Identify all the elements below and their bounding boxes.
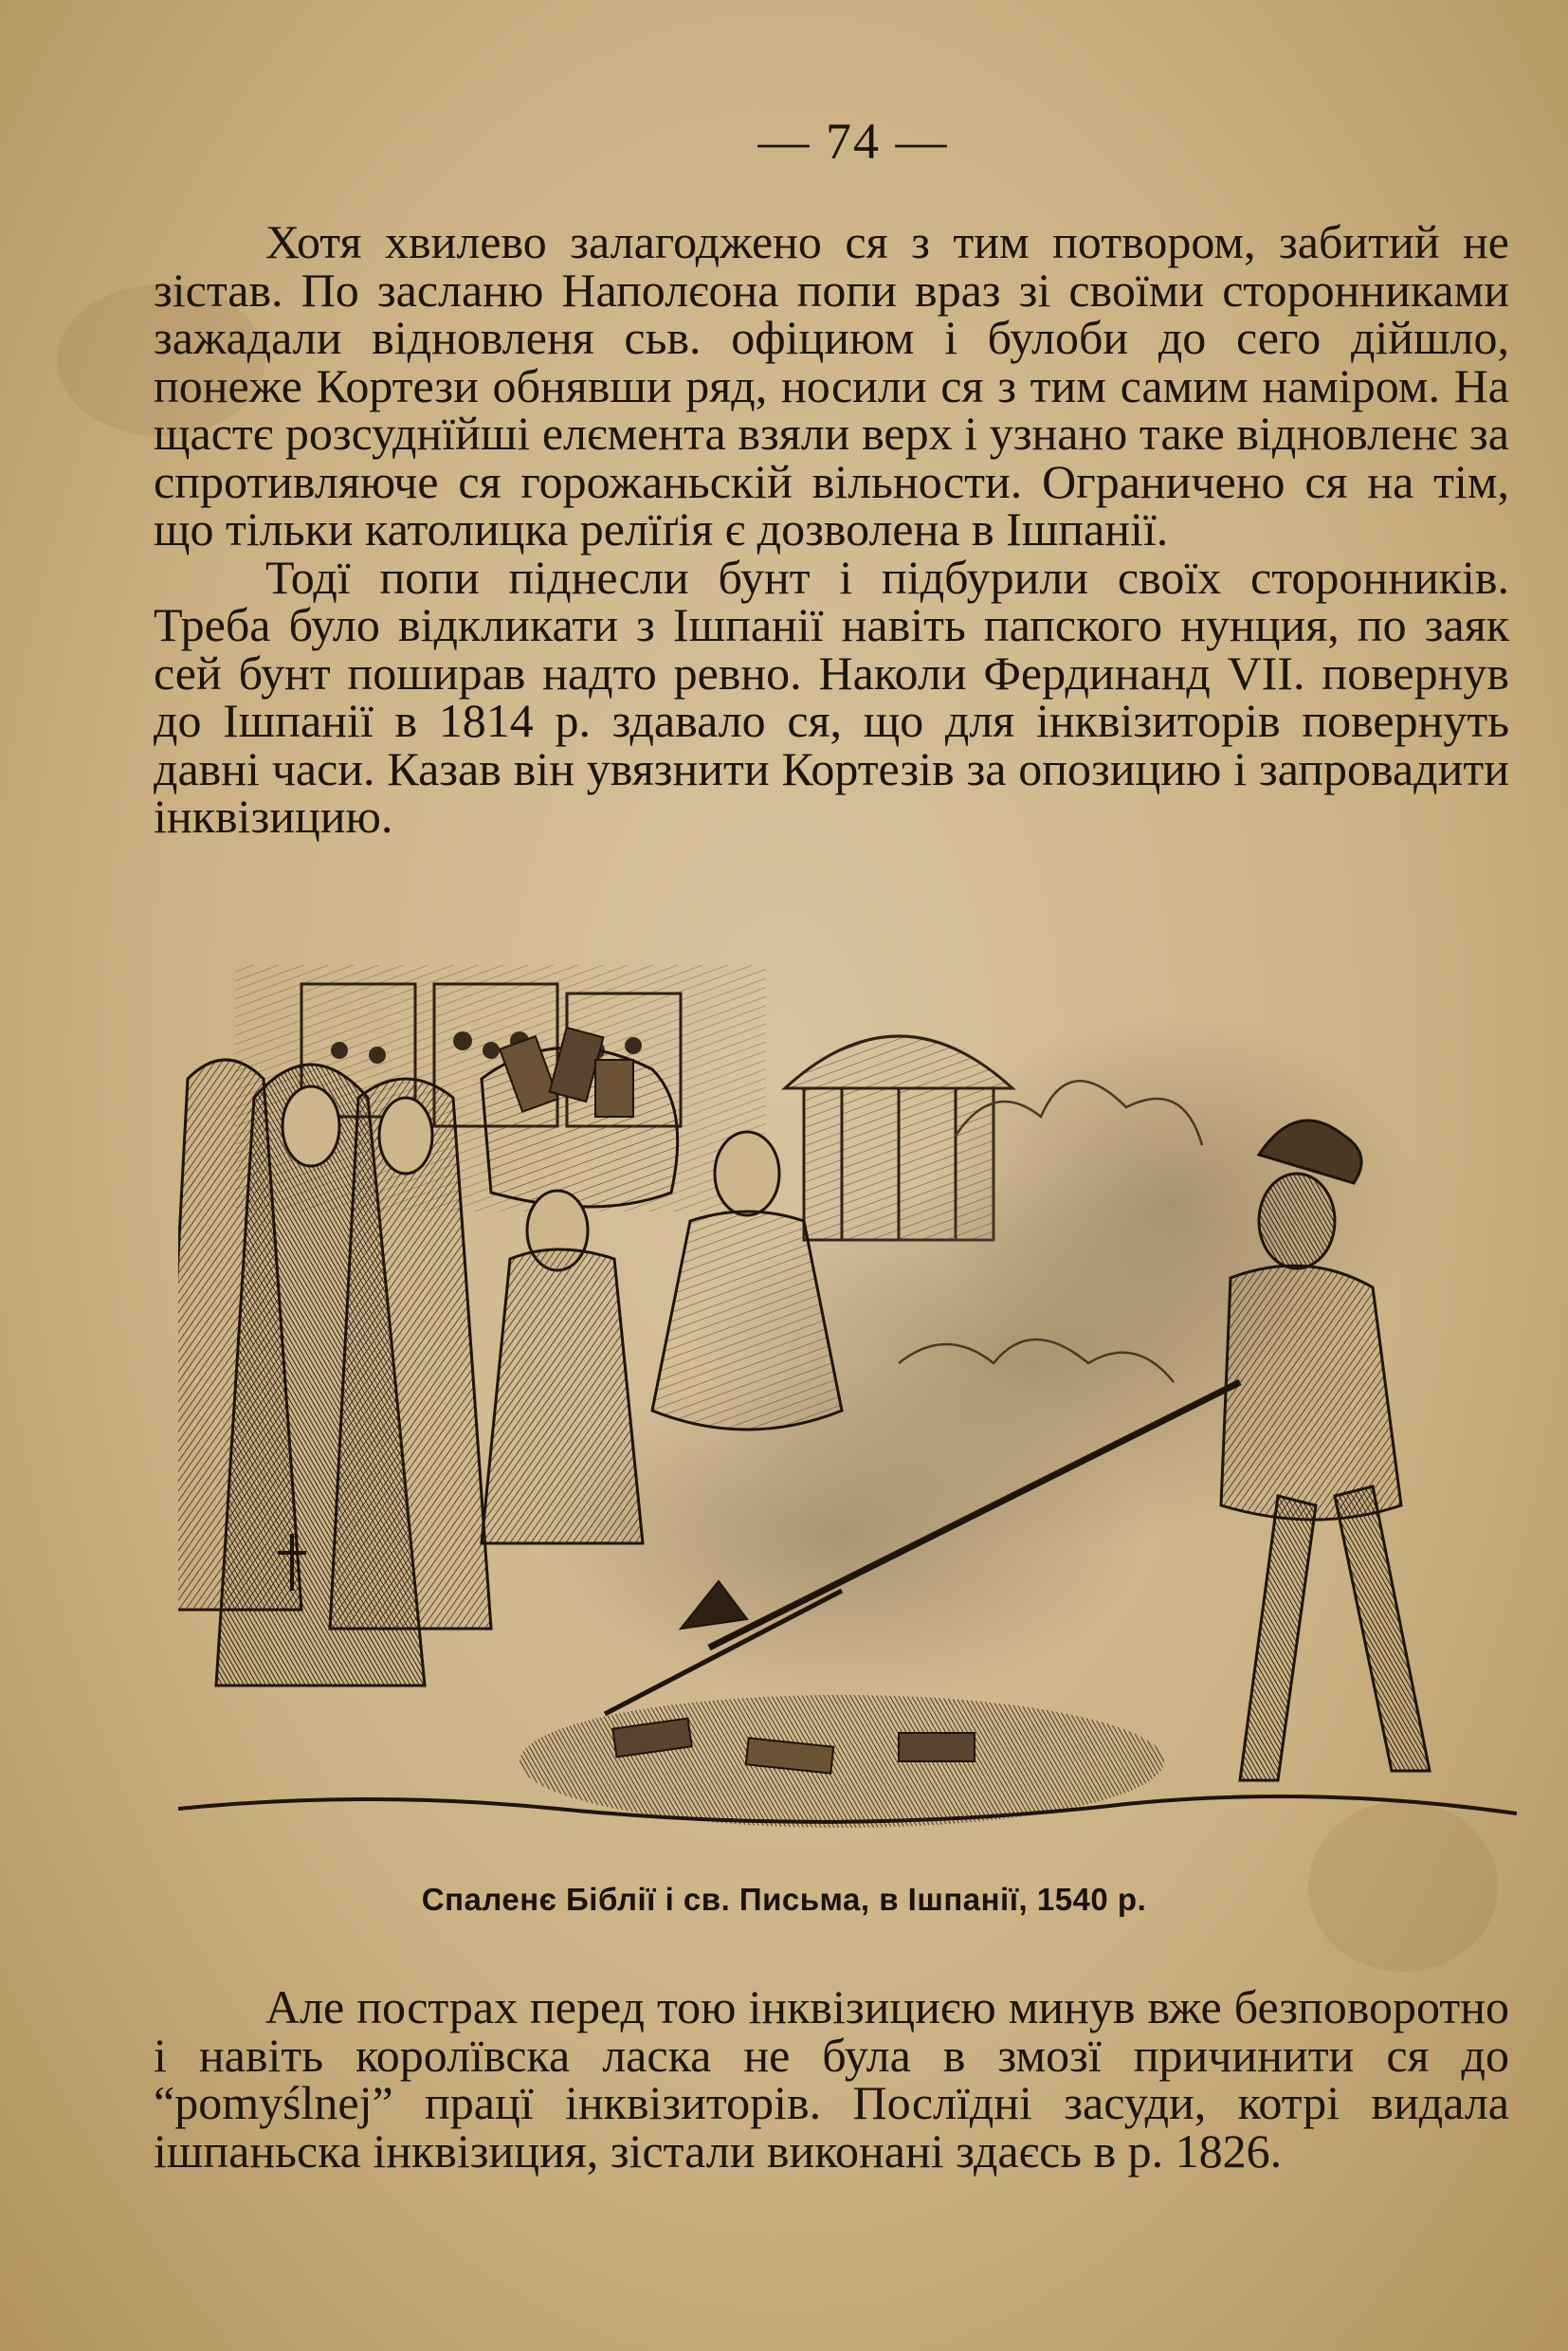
engraving-book-burning-illustration (178, 965, 1517, 1856)
page-number: — 74 — (757, 113, 949, 170)
figure-caption: Спаленє Біблії і св. Письма, в Ішпанії, 1540 р. (421, 1882, 1147, 1917)
paragraph: Хотя хвилево залагоджено ся з тим потвором, забитий не зістав. По засланю Наполєона попи враз зі своїми сторонниками зажадали відновленя сьв. офіциюм і булоби до сего дійшло, понеже Кортези обнявши ряд, носили ся з тим самим наміром. На щастє розсуднїйші елємента взяли верх і узнано таке відновленє за спротивляюче ся горожаньскій вільности. Ограничено ся на тім, що тільки католицка релїґія є дозволена в Ішпанії. (154, 215, 1509, 556)
paragraph: Але пострах перед тою інквізициєю минув вже безповоротно і навіть королївска ласка не була в змозї причинити ся до “pomyślnej” працї інквізиторів. Послїдні засуди, котрі видала ішпаньска інквізиция, зістали виконані здаєсь в р. 1826. (154, 1980, 1509, 2178)
body-text-bottom (154, 1980, 1509, 2178)
paragraph: Тодї попи піднесли бунт і підбурили своїх сторонників. Треба було відкликати з Ішпанії навіть папского нунция, по заяк сей бунт поширав надто ревно. Наколи Фердинанд VII. повернув до Ішпанії в 1814 р. здавало ся, що для інквізиторів повернуть давні часи. Казав він увязнити Кортезів за опозицию і запровадити інквізицию. (154, 550, 1509, 843)
body-text-top (154, 215, 1509, 843)
